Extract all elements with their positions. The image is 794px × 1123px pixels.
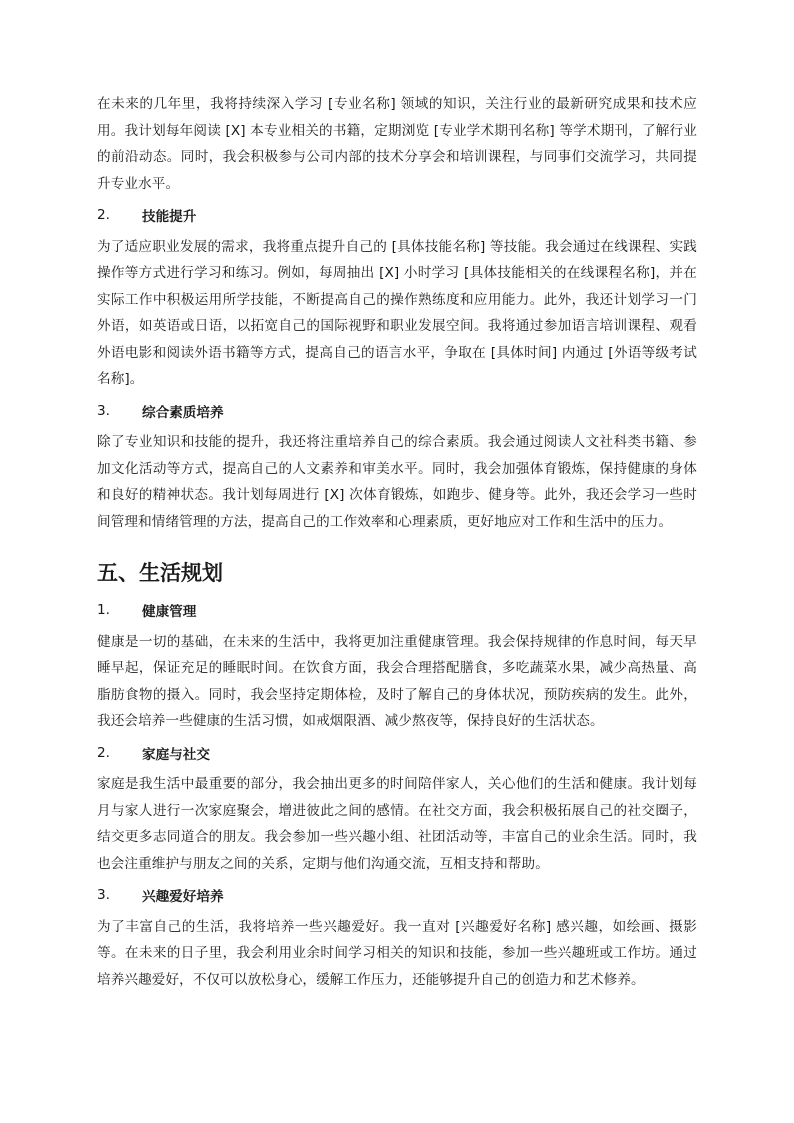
subheading-number: 2. — [97, 744, 110, 761]
subheading-family — [97, 740, 697, 767]
subheading-number: 1. — [97, 602, 110, 619]
hobby-paragraph: 为了丰富自己的生活，我将培养一些兴趣爱好。我一直对 [兴趣爱好名称] 感兴趣，如绘画、摄影等。在未来的日子里，我会利用业余时间学习相关的知识和技能，参加一些兴趣班或工作坊。通过培养兴趣爱好，不仅可以放松身心，缓解工作压力，还能够提升自己的创造力和艺术修养。 — [97, 918, 697, 988]
subheading-title: 健康管理 — [142, 604, 197, 621]
subheading-quality — [97, 398, 697, 425]
subheading-health — [97, 597, 697, 624]
health-paragraph: 健康是一切的基础，在未来的生活中，我将更加注重健康管理。我会保持规律的作息时间，每天早睡早起，保证充足的睡眠时间。在饮食方面，我会合理搭配膳食，多吃蔬菜水果，减少高热量、高脂肪食物的摄入。同时，我会坚持定期体检，及时了解自己的身体状况，预防疾病的发生。此外，我还会培养一些健康的生活习惯，如戒烟限酒、减少熬夜等，保持良好的生活状态。 — [97, 633, 697, 729]
document-content — [97, 91, 697, 993]
subheading-title: 家庭与社交 — [142, 746, 210, 763]
quality-paragraph: 除了专业知识和技能的提升，我还将注重培养自己的综合素质。我会通过阅读人文社科类书籍、参加文化活动等方式，提高自己的人文素养和审美水平。同时，我会加强体育锻炼，保持健康的身体和良好的精神状态。我计划每周进行 [X] 次体育锻炼，如跑步、健身等。此外，我还会学习一些时间管理和情绪管理的方法，提高自己的工作效率和心理素质，更好地应对工作和生活中的压力。 — [97, 434, 697, 530]
subheading-title: 技能提升 — [142, 209, 197, 226]
subheading-title: 兴趣爱好培养 — [142, 889, 224, 906]
intro-paragraph: 在未来的几年里，我将持续深入学习 [专业名称] 领域的知识，关注行业的最新研究成果和技术应用。我计划每年阅读 [X] 本专业相关的书籍，定期浏览 [专业学术期刊名称] 等学术期刊，了解行业的前沿动态。同时，我会积极参与公司内部的技术分享会和培训课程，与同事们交流学习，共同提升专业水平。 — [97, 96, 697, 192]
subheading-hobby — [97, 882, 697, 909]
subheading-skills — [97, 202, 697, 229]
family-paragraph: 家庭是我生活中最重要的部分，我会抽出更多的时间陪伴家人，关心他们的生活和健康。我计划每月与家人进行一次家庭聚会，增进彼此之间的感情。在社交方面，我会积极拓展自己的社交圈子，结交更多志同道合的朋友。我会参加一些兴趣小组、社团活动等，丰富自己的业余生活。同时，我也会注重维护与朋友之间的关系，定期与他们沟通交流，互相支持和帮助。 — [97, 776, 697, 872]
subheading-number: 3. — [97, 402, 110, 419]
skills-paragraph: 为了适应职业发展的需求，我将重点提升自己的 [具体技能名称] 等技能。我会通过在线课程、实践操作等方式进行学习和练习。例如，每周抽出 [X] 小时学习 [具体技能相关的在线课程名称]，并在实际工作中积极运用所学技能，不断提高自己的操作熟练度和应用能力。此外，我还计划学习一门外语，如英语或日语，以拓宽自己的国际视野和职业发展空间。我将通过参加语言培训课程、观看外语电影和阅读外语书籍等方式，提高自己的语言水平，争取在 [具体时间] 内通过 [外语等级考试名称]。 — [97, 238, 697, 387]
subheading-number: 3. — [97, 887, 110, 904]
subheading-number: 2. — [97, 207, 110, 224]
subheading-title: 综合素质培养 — [142, 404, 224, 421]
section-title-life-planning: 五、生活规划 — [97, 561, 223, 585]
